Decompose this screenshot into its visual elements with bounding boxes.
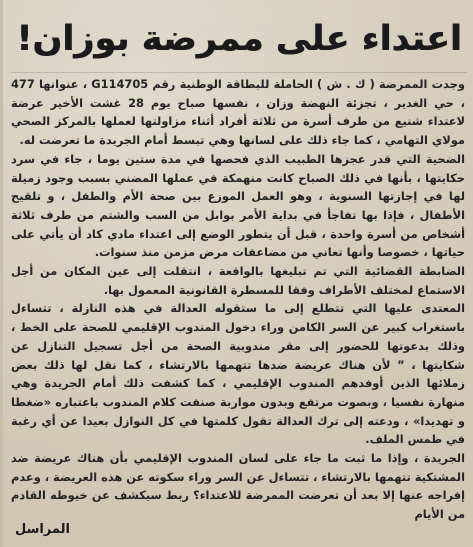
article-headline: اعتداء على ممرضة بوزان! [16, 18, 462, 59]
article-paragraph: وجدت الممرضة ( ك . ش ) الحاملة للبطاقة الوطنية رقم G114705 ، عنوانها 477 ، حي الغدير ، تجزئة النهضة وزان ، نفسها صباح يوم 28 غشت الأخير عرضة لاعتداء شنيع من طرف أسرة من ثلاثة أفراد أثناء مزاولتها لعملها بالمركز الصحي مولاي التهامي ، كما جاء ذلك على لسانها وهي تبسط أمام الجريدة ما تعرضت له. [11, 77, 465, 148]
article-paragraph: الضحية التي قدر عجزها الطبيب الذي فحصها في مدة ستين يوما ، جاء في سرد حكايتها ، بأنها في ذلك الصباح كانت منهمكة في عملها المضني بسبب وجود زميلة لها في إجازتها السنوية ، وهو العمل الموزع بين صحة الأم والطفل ، و تلقيح الأطفال ، فإذا بها تفاجأ في بداية الأمر بوابل من السب والشتم من طرف ثلاثة أشخاص من أسرة واحدة ، قبل أن يتطور الوضع إلى اعتداء مادي كاد أن يأتي على حياتها ، خصوصا وأنها تعاني من مضاعفات مرض مزمن منذ سنوات. [11, 151, 465, 260]
article-signature: المراسل [15, 522, 70, 537]
article-paragraph: المعتدى عليها التي تتطلع إلى ما ستقوله العدالة في هذه النازلة ، تتساءل باستغراب كبير عن السر الكامن وراء دخول المندوب الإقليمي للصحة على الخط ، وذلك بدعوتها للحضور إلى مقر مندوبية الصحة من أجل تسجيل التنازل عن شكايتها ، ” لأن هناك عريضة ضدها تتهمها بالارتشاء ، كما نقل لها ذلك بعض زملائها الذين أوفدهم المندوب الإقليمي ، كما كشفت ذلك أمام الجريدة وهي منهارة نفسيا ، وبصوت مرتفع وبدون مواربة صنفت كلام المندوب باعتباره «ضغطا و تهديدا» ، ودعته إلى ترك العدالة تقول كلمتها في كل النوازل بعيدا عن أي رغبة في طمس الملف. [11, 301, 465, 447]
headline-area [11, 6, 467, 73]
article-body [11, 75, 467, 524]
article-paragraph: الجريدة ، وإذا ما ثبت ما جاء على لسان المندوب الإقليمي بأن هناك عريضة ضد المشتكية تتهمها بالارتشاء ، تتساءل عن السر وراء سكوته عن هذه العريضة ، وعدم إفراجه عنها إلا بعد أن تعرضت الممرضة للاعتداء؟ ربط سيكشف عن خيوطه القادم من الأيام [11, 451, 465, 522]
article-paragraph: الضابطة القضائية التي تم تبليغها بالواقعة ، انتقلت إلى عين المكان من أجل الاستماع لمختلف الأطراف وفقا للمسطرة القانونية المعمول بها. [11, 264, 465, 297]
